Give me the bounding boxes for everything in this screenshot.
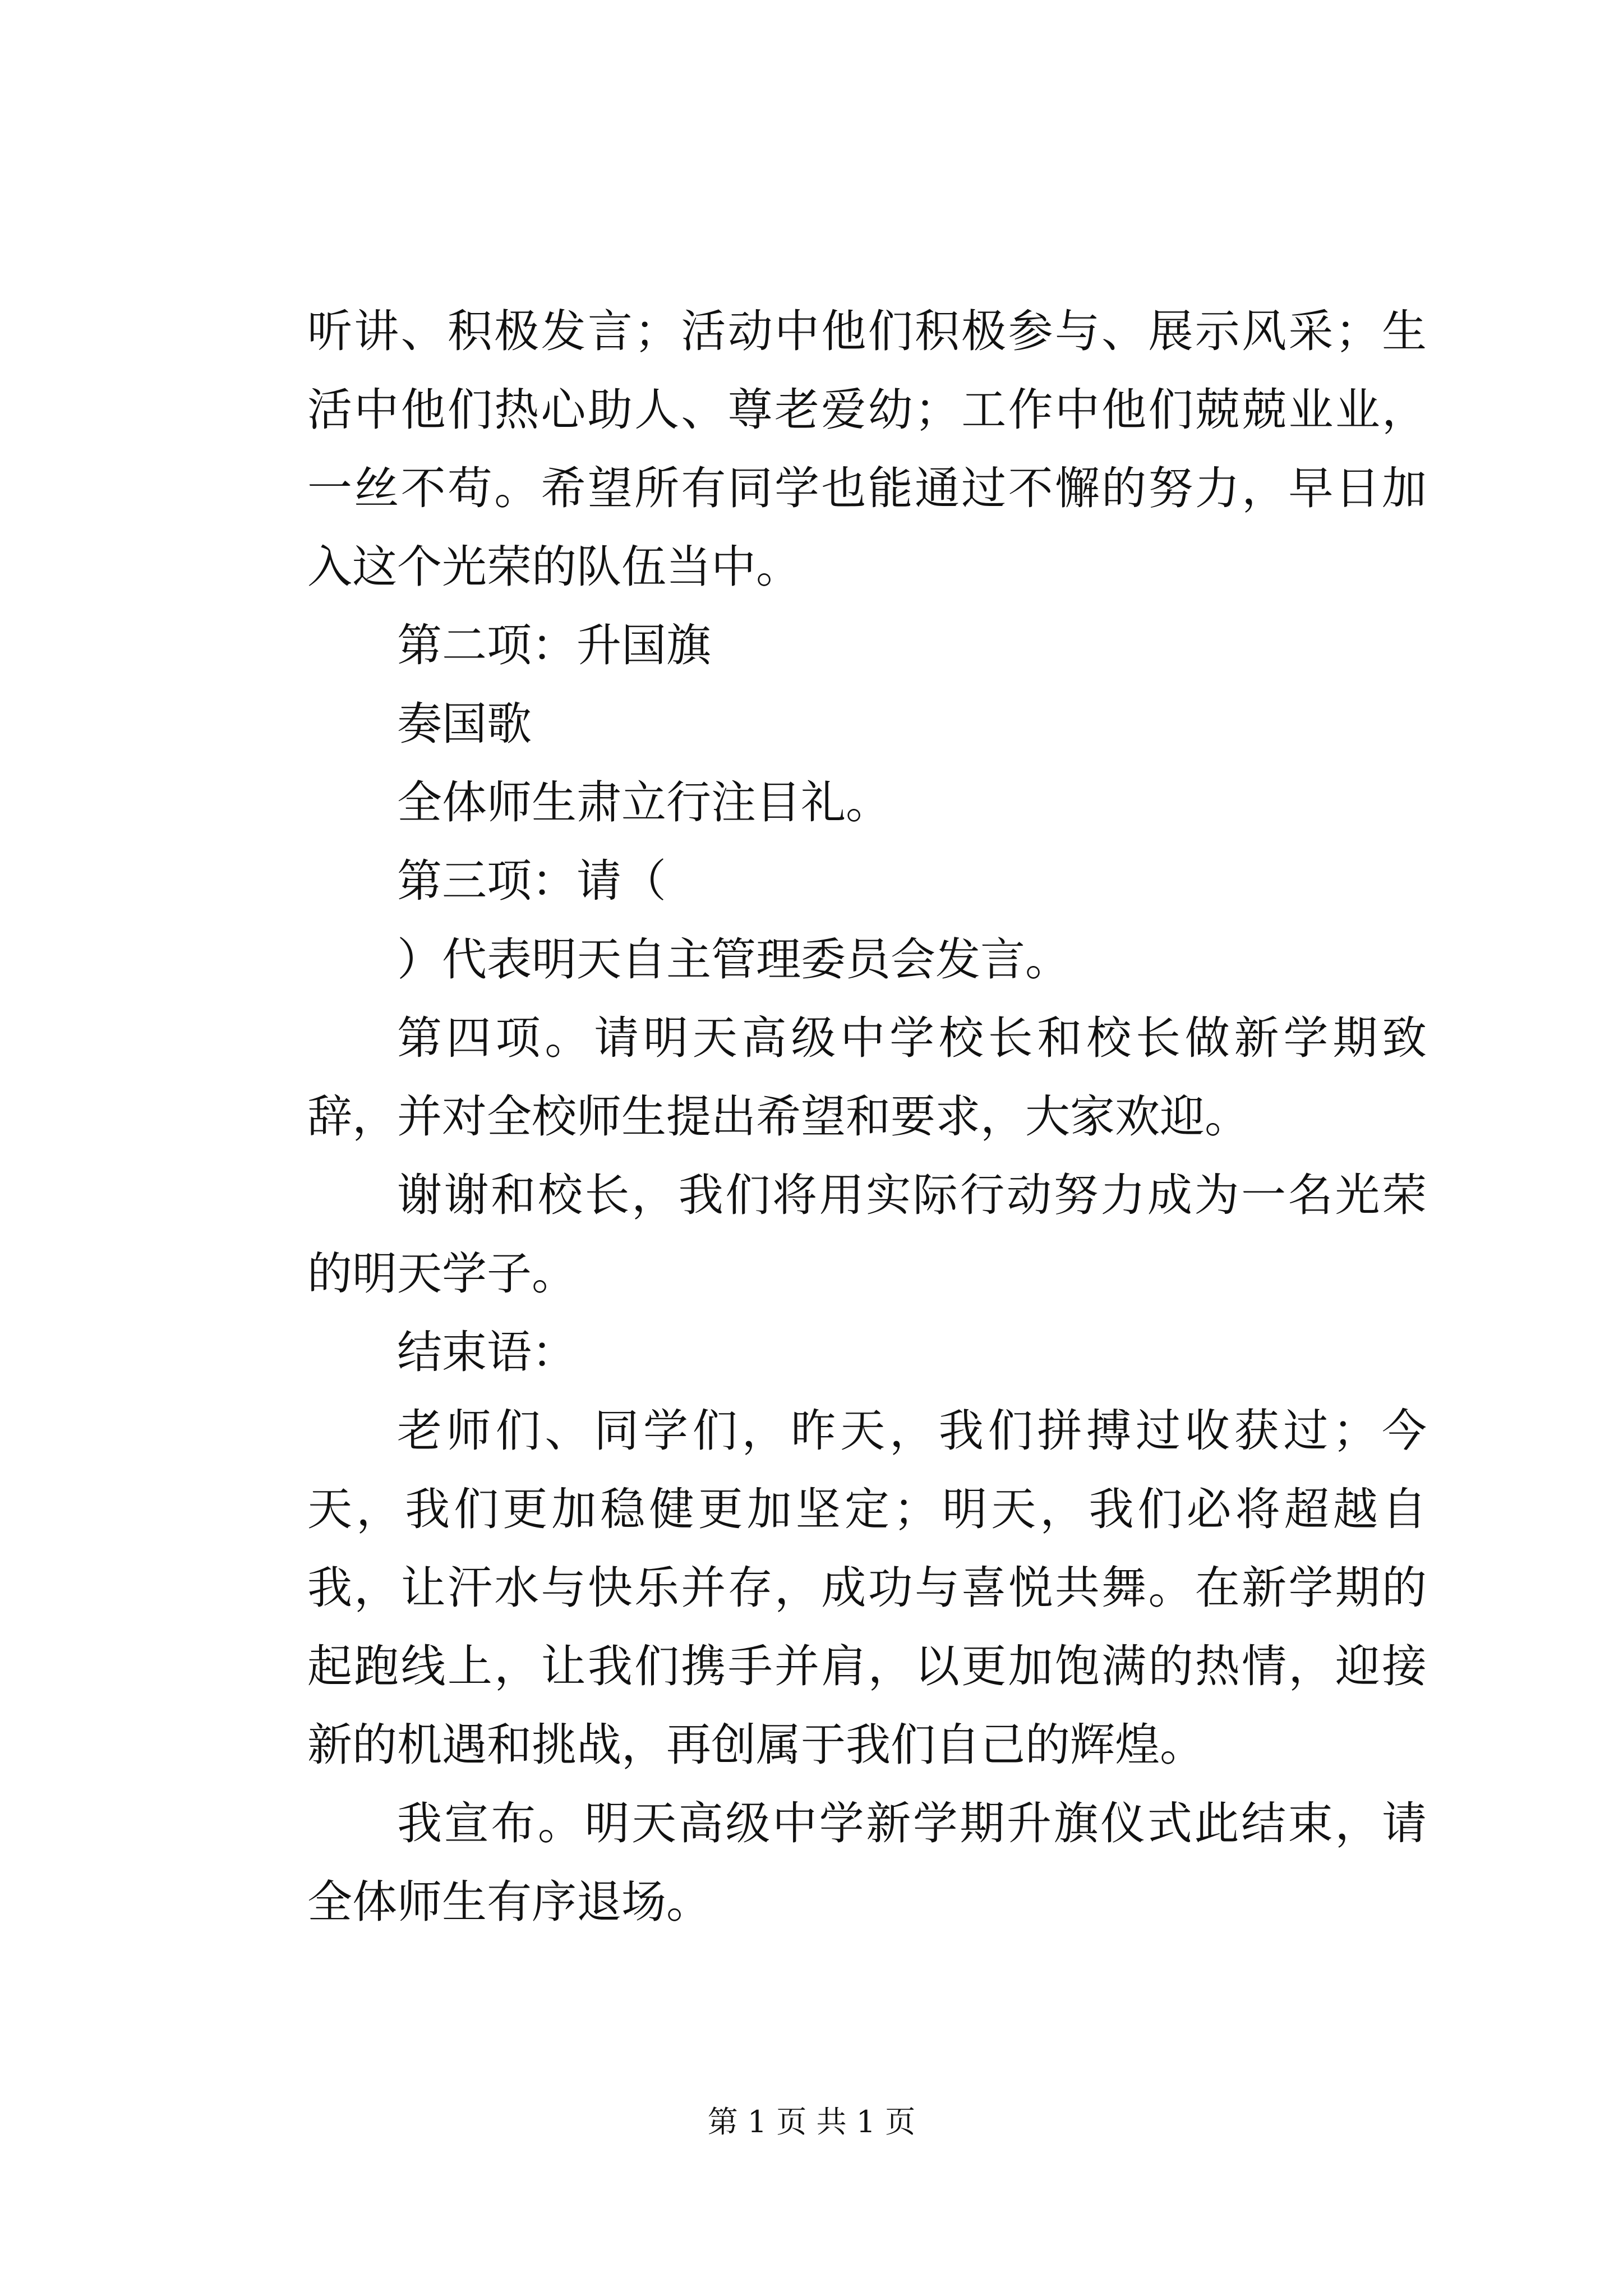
page-footer: 第 1 页 共 1 页 [707, 2104, 916, 2139]
paragraph-thanks: 谢谢和校长，我们将用实际行动努力成为一名光荣的明天学子。 [307, 1169, 1427, 1300]
paragraph-announcement: 我宣布。明天高级中学新学期升旗仪式此结束，请全体师生有序退场。 [307, 1797, 1427, 1928]
paragraph-committee-speech: ）代表明天自主管理委员会发言。 [397, 933, 1070, 986]
paragraph-closing-heading: 结束语： [397, 1326, 577, 1378]
paragraph-item-3: 第三项：请（ [397, 855, 666, 907]
document-body [307, 292, 1427, 1941]
paragraph-item-2-flag-raising: 第二项：升国旗 [397, 619, 711, 671]
paragraph-salute: 全体师生肃立行注目礼。 [397, 776, 891, 829]
paragraph-item-4-principal: 第四项。请明天高级中学校长和校长做新学期致辞，并对全校师生提出希望和要求，大家欢迎。 [307, 1012, 1427, 1143]
paragraph-anthem: 奏国歌 [397, 698, 532, 750]
paragraph-closing-remarks: 老师们、同学们，昨天，我们拼搏过收获过；今天，我们更加稳健更加坚定；明天，我们必将超越自我，让汗水与快乐并存，成功与喜悦共舞。在新学期的起跑线上，让我们携手并肩，以更加饱满的热情，迎接新的机遇和挑战，再创属于我们自己的辉煌。 [307, 1405, 1427, 1771]
paragraph-continuation: 听讲、积极发言；活动中他们积极参与、展示风采；生活中他们热心助人、尊老爱幼；工作中他们兢兢业业，一丝不苟。希望所有同学也能通过不懈的努力，早日加入这个光荣的队伍当中。 [307, 305, 1427, 593]
